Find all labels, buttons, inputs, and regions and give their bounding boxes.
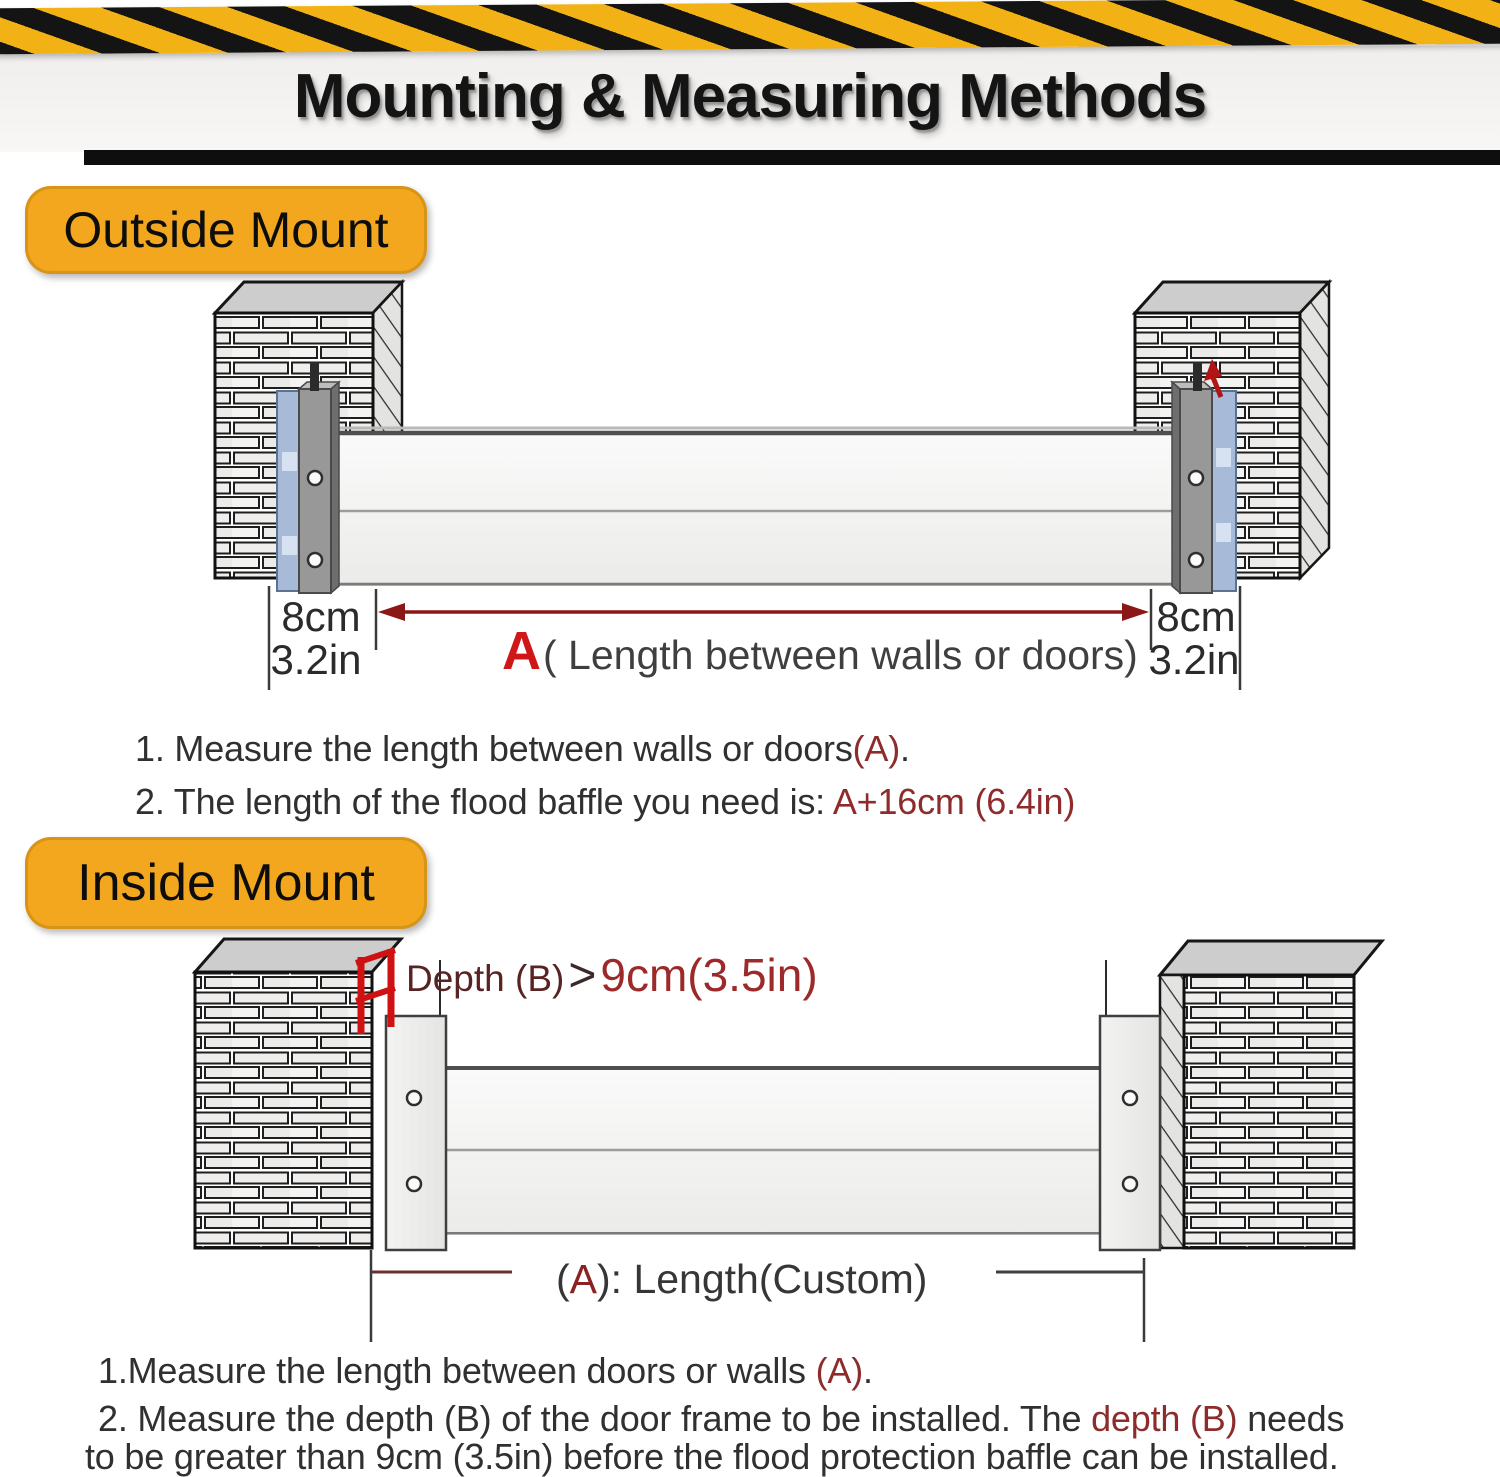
outside-mount-steps bbox=[135, 722, 1075, 828]
greater-than-sign: > bbox=[568, 949, 597, 1002]
length-custom-label: ( A ): Length(Custom) bbox=[556, 1256, 928, 1302]
rail-slot bbox=[310, 362, 319, 391]
length-between-walls-label bbox=[502, 620, 1138, 682]
flood-barrier-panel bbox=[333, 428, 1183, 585]
inside-step-1: 1.Measure the length between doors or walls (A). bbox=[98, 1350, 873, 1391]
length-label-a: A bbox=[502, 621, 541, 681]
screw-hole bbox=[308, 553, 322, 567]
rail-slot bbox=[1193, 362, 1202, 391]
caution-tape-stripes-icon bbox=[0, 0, 1500, 54]
outside-step-1: 1. Measure the length between walls or doors(A). bbox=[135, 728, 910, 769]
dim-8cm-left: 8cm bbox=[281, 593, 361, 640]
mounting-rail-left bbox=[277, 362, 339, 593]
inside-step-2-line-1: 2. Measure the depth (B) of the door frame to be installed. The depth (B) needs bbox=[98, 1398, 1345, 1439]
screw-hole bbox=[1123, 1091, 1137, 1105]
dim-8cm-right: 8cm bbox=[1156, 593, 1236, 640]
screw-hole bbox=[308, 471, 322, 485]
outside-mount-badge-label: Outside Mount bbox=[63, 202, 389, 258]
mounting-rail-right bbox=[1172, 359, 1236, 593]
page-title: Mounting & Measuring Methods bbox=[293, 62, 1207, 131]
inside-mount-steps bbox=[85, 1352, 1344, 1476]
dim-3-2in-right: 3.2in bbox=[1148, 636, 1240, 683]
dim-3-2in-left: 3.2in bbox=[270, 636, 362, 683]
left-wall-pillar-inside bbox=[195, 939, 401, 1248]
mounting-rail-right-inside bbox=[1100, 960, 1160, 1250]
outside-mount-badge bbox=[25, 186, 427, 274]
length-label-text: ( Length between walls or doors) bbox=[543, 632, 1138, 678]
header-divider-bar bbox=[84, 150, 1500, 165]
inside-mount-badge bbox=[25, 837, 427, 929]
mounting-rail-left-inside bbox=[386, 960, 446, 1250]
screw-hole bbox=[407, 1177, 421, 1191]
inside-mount-badge-label: Inside Mount bbox=[77, 854, 375, 912]
outside-step-2: 2. The length of the flood baffle you need is: A+16cm (6.4in) bbox=[135, 781, 1076, 822]
screw-hole bbox=[1123, 1177, 1137, 1191]
screw-hole bbox=[407, 1091, 421, 1105]
flood-barrier-panel-inside bbox=[446, 1068, 1102, 1234]
depth-value: 9cm(3.5in) bbox=[600, 949, 818, 1001]
right-wall-pillar-inside bbox=[1160, 941, 1382, 1248]
depth-requirement-label bbox=[406, 948, 818, 1003]
red-double-arrow-icon bbox=[378, 603, 1149, 621]
depth-label-text: Depth (B) bbox=[406, 958, 565, 999]
inside-step-2-line-2: to be greater than 9cm (3.5in) before the flood protection baffle can be installed. bbox=[85, 1436, 1339, 1477]
screw-hole bbox=[1189, 471, 1203, 485]
screw-hole bbox=[1189, 553, 1203, 567]
